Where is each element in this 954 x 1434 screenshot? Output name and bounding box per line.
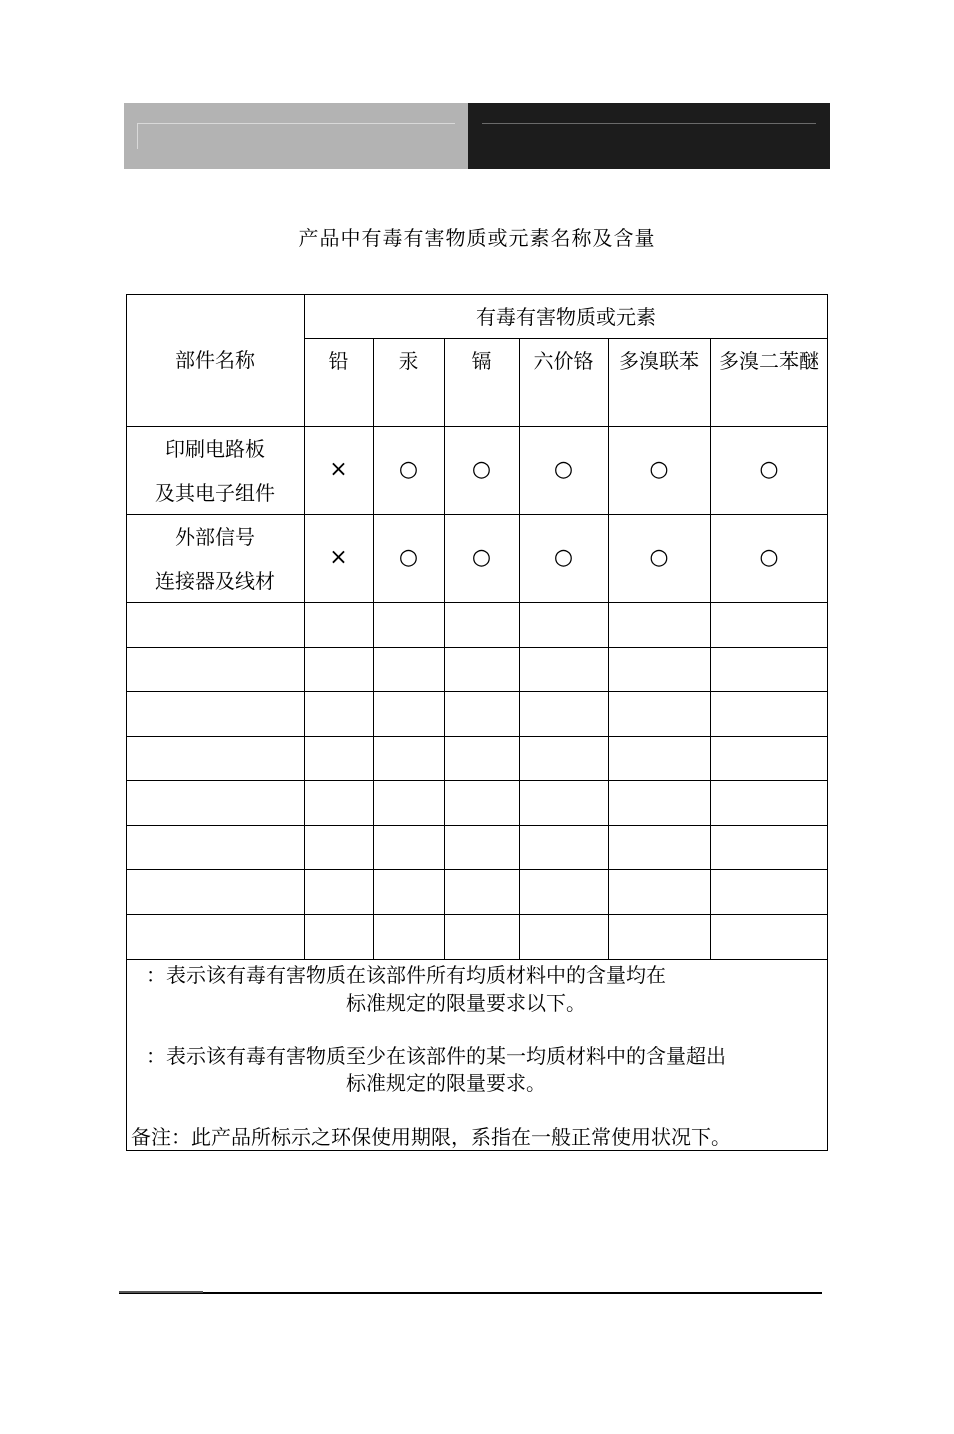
table-col-rule-6	[710, 338, 711, 960]
footer-rule	[119, 1292, 822, 1294]
table-rule-row9	[126, 914, 828, 915]
row2-mark-lead: ×	[329, 545, 348, 570]
table-col-rule-5	[608, 338, 609, 960]
table-rule-row3	[126, 647, 828, 648]
note-exceeds-limit-line2: 标准规定的限量要求。	[346, 1071, 546, 1095]
table-rule-row1	[126, 514, 828, 515]
row2-mark-chromium: ○	[553, 545, 574, 570]
row1-mark-cadmium: ○	[471, 457, 492, 482]
row2-mark-pbb: ○	[649, 545, 669, 570]
table-rule-row8	[126, 869, 828, 870]
table-rule-row6	[126, 780, 828, 781]
header-left-tick	[137, 123, 138, 149]
footer-rule-accent	[119, 1291, 203, 1293]
substance-header-chromium: 六价铬	[533, 349, 594, 373]
substance-header-pbde: 多溴二苯醚	[719, 349, 819, 373]
note-within-limit-line2: 标准规定的限量要求以下。	[346, 991, 586, 1015]
substance-header-mercury: 汞	[398, 349, 419, 373]
row1-mark-chromium: ○	[553, 457, 574, 482]
row2-part-line1: 外部信号	[175, 525, 255, 549]
row2-mark-mercury: ○	[398, 545, 419, 570]
table-rule-row7	[126, 825, 828, 826]
part-name-header: 部件名称	[175, 348, 255, 372]
table-border-top	[126, 294, 828, 295]
substance-header-pbb: 多溴联苯	[619, 349, 699, 373]
table-col-rule-2	[373, 338, 374, 960]
header-banner-right	[468, 103, 830, 169]
row2-mark-cadmium: ○	[471, 545, 492, 570]
row2-part-line2: 连接器及线材	[155, 569, 275, 593]
header-banner-left	[124, 103, 468, 169]
table-rule-header-bottom	[126, 426, 828, 427]
row1-mark-pbb: ○	[649, 457, 669, 482]
row1-part-line2: 及其电子组件	[155, 481, 275, 505]
substance-header-lead: 铅	[328, 349, 349, 373]
row1-mark-lead: ×	[329, 457, 348, 482]
row1-part-line1: 印刷电路板	[165, 437, 265, 461]
table-rule-row2	[126, 602, 828, 603]
table-rule-notes	[126, 959, 828, 960]
note-exceeds-limit-line1: ：表示该有毒有害物质至少在该部件的某一均质材料中的含量超出	[146, 1044, 726, 1068]
header-left-rule	[137, 123, 455, 124]
table-rule-row4	[126, 691, 828, 692]
note-within-limit-line1: ：表示该有毒有害物质在该部件所有均质材料中的含量均在	[146, 963, 666, 987]
substance-header-cadmium: 镉	[471, 349, 492, 373]
remark-note: 备注：此产品所标示之环保使用期限，系指在一般正常使用状况下。	[131, 1125, 731, 1149]
substance-group-header: 有毒有害物质或元素	[476, 305, 656, 329]
row2-mark-pbde: ○	[759, 545, 779, 570]
table-border-right	[827, 294, 828, 1151]
hazardous-substance-table	[126, 294, 828, 1151]
row1-mark-mercury: ○	[398, 457, 419, 482]
document-title: 产品中有毒有害物质或元素名称及含量	[298, 226, 656, 250]
table-col-rule-1	[304, 294, 305, 960]
header-banner	[124, 103, 830, 169]
header-right-rule	[482, 123, 816, 124]
table-col-rule-4	[519, 338, 520, 960]
table-border-bottom	[126, 1150, 828, 1151]
table-rule-group-header	[304, 338, 828, 339]
table-border-left	[126, 294, 127, 1151]
table-col-rule-3	[444, 338, 445, 960]
table-rule-row5	[126, 736, 828, 737]
row1-mark-pbde: ○	[759, 457, 779, 482]
